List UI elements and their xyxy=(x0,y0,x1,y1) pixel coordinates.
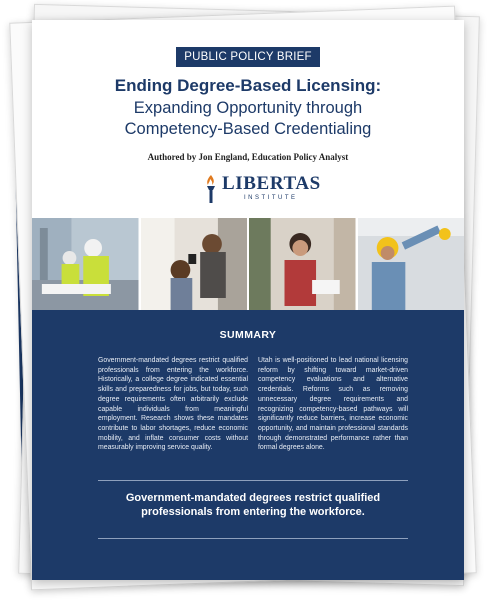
salon-stylist-photo xyxy=(139,218,248,310)
photo-strip xyxy=(32,218,464,310)
summary-right-column: Utah is well-positioned to lead national licensing reform by shifting toward market-driven competency evaluations and alternative credentials. Reforms such as removing unnecessary degree requirements and recognizing competency-based pathways will significantly reduce barriers, increase economic opportunity, and maintain professional standards through demonstrated performance rather than formal degrees alone. xyxy=(258,357,408,452)
electrician-photo xyxy=(356,218,465,310)
author-line: Authored by Jon England, Education Policy Analyst xyxy=(147,152,349,162)
divider xyxy=(98,480,408,481)
summary-heading: SUMMARY xyxy=(219,329,277,341)
libertas-logo xyxy=(204,172,324,206)
subtitle-line: Competency-Based Credentialing xyxy=(124,120,372,138)
policy-brief-page xyxy=(32,20,464,580)
document-subtitle xyxy=(32,98,464,140)
accountant-woman-photo xyxy=(247,218,356,310)
document-type-badge: PUBLIC POLICY BRIEF xyxy=(176,47,320,67)
subtitle-line: Expanding Opportunity through xyxy=(133,99,363,117)
construction-workers-photo xyxy=(32,218,139,310)
logo-subtitle: INSTITUTE xyxy=(244,195,298,201)
summary-section xyxy=(32,310,464,580)
divider xyxy=(98,538,408,539)
document-title: Ending Degree-Based Licensing: xyxy=(114,76,382,95)
summary-left-column: Government-mandated degrees restrict qualified professionals from entering the workforce. Historically, a college degree indicated essential skills and preparedness for jobs, but today, such degree requirements often arbitrarily exclude capable individuals from meaningful employment. Research shows these mandates contribute to labor shortages, reduce economic mobility, and inflate consumer costs without measurably improving service quality. xyxy=(98,357,248,452)
torch-icon xyxy=(204,174,218,204)
logo-wordmark: LIBERTAS xyxy=(222,173,321,194)
pull-quote: Government-mandated degrees restrict qualified professionals from entering the workforce. xyxy=(125,492,381,518)
